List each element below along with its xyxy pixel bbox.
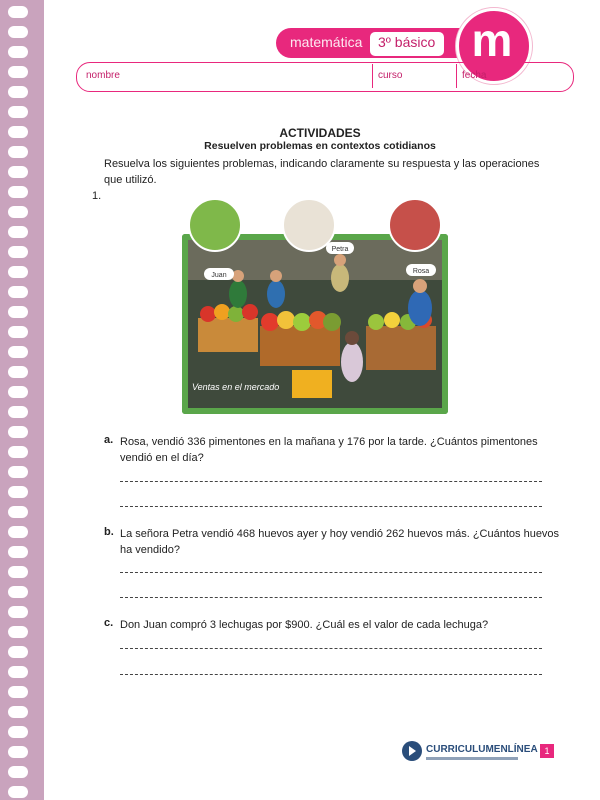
answer-line[interactable]: [120, 597, 542, 598]
binder-hole: [8, 526, 28, 538]
binder-hole: [8, 566, 28, 578]
page-number: 1: [540, 744, 554, 758]
binder-hole: [8, 26, 28, 38]
binder-hole: [8, 446, 28, 458]
binder-hole: [8, 346, 28, 358]
binder-hole: [8, 626, 28, 638]
binder-hole: [8, 326, 28, 338]
binder-hole: [8, 426, 28, 438]
binder-hole: [8, 266, 28, 278]
date-field-label: fecha: [462, 70, 487, 81]
student-info-bar: [76, 62, 574, 92]
binder-hole: [8, 226, 28, 238]
problem-number: 1.: [92, 190, 102, 202]
question-a-letter: a.: [104, 434, 114, 446]
binder-hole: [8, 746, 28, 758]
binder-hole: [8, 6, 28, 18]
binder-hole: [8, 166, 28, 178]
binder-hole: [8, 786, 28, 798]
binder-hole: [8, 66, 28, 78]
grade-label: 3º básico: [378, 34, 436, 50]
lettuce-thumbnail: [188, 198, 242, 252]
question-b-text: La señora Petra vendió 468 huevos ayer y hoy vendió 262 huevos más. ¿Cuántos huevos ha vendido?: [120, 528, 560, 556]
bubble-juan: Juan: [211, 272, 227, 279]
binder-hole: [8, 606, 28, 618]
binder-hole: [8, 286, 28, 298]
binder-hole: [8, 466, 28, 478]
bubble-petra: Petra: [331, 246, 349, 253]
binder-hole: [8, 186, 28, 198]
answer-line[interactable]: [120, 648, 542, 649]
answer-line[interactable]: [120, 572, 542, 573]
question-a-text: Rosa, vendió 336 pimentones en la mañana y 176 por la tarde. ¿Cuántos pimentones vendió en el día?: [120, 436, 538, 464]
binder-hole: [8, 366, 28, 378]
answer-line[interactable]: [120, 481, 542, 482]
binder-hole: [8, 646, 28, 658]
question-b-letter: b.: [104, 526, 114, 538]
field-divider: [372, 64, 373, 88]
binder-hole: [8, 506, 28, 518]
name-field-label: nombre: [86, 70, 120, 81]
binder-hole: [8, 486, 28, 498]
binder-hole: [8, 206, 28, 218]
curriculum-logo-icon: [402, 741, 422, 761]
binder-hole: [8, 386, 28, 398]
binder-hole: [8, 406, 28, 418]
field-divider: [456, 64, 457, 88]
binder-hole: [8, 706, 28, 718]
binder-hole: [8, 86, 28, 98]
question-c-text: Don Juan compró 3 lechugas por $900. ¿Cuál es el valor de cada lechuga?: [120, 619, 489, 631]
binder-hole: [8, 106, 28, 118]
page-title: ACTIVIDADES: [279, 126, 361, 140]
footer-brand-tagline: [426, 757, 518, 760]
logo-letter: m: [471, 14, 513, 66]
binder-hole: [8, 766, 28, 778]
binder-hole: [8, 666, 28, 678]
binder-hole: [8, 726, 28, 738]
question-c-letter: c.: [104, 617, 114, 629]
illustration-caption: Ventas en el mercado: [192, 382, 280, 392]
binder-hole: [8, 686, 28, 698]
instructions: Resuelva los siguientes problemas, indicando claramente su respuesta y las operaciones que utilizó.: [104, 158, 540, 186]
page-subtitle: Resuelven problemas en contextos cotidianos: [204, 140, 436, 152]
binder-hole: [8, 586, 28, 598]
answer-line[interactable]: [120, 674, 542, 675]
course-field-label: curso: [378, 70, 403, 81]
footer-brand: CURRICULUMENLÍNEA: [426, 744, 538, 755]
answer-line[interactable]: [120, 506, 542, 507]
binder-hole: [8, 46, 28, 58]
binder-strip: [0, 0, 44, 800]
binder-hole: [8, 246, 28, 258]
peppers-thumbnail: [388, 198, 442, 252]
binder-hole: [8, 546, 28, 558]
binder-hole: [8, 306, 28, 318]
eggs-thumbnail: [282, 198, 336, 252]
subject-label: matemática: [290, 34, 363, 50]
bubble-rosa: Rosa: [412, 268, 430, 275]
